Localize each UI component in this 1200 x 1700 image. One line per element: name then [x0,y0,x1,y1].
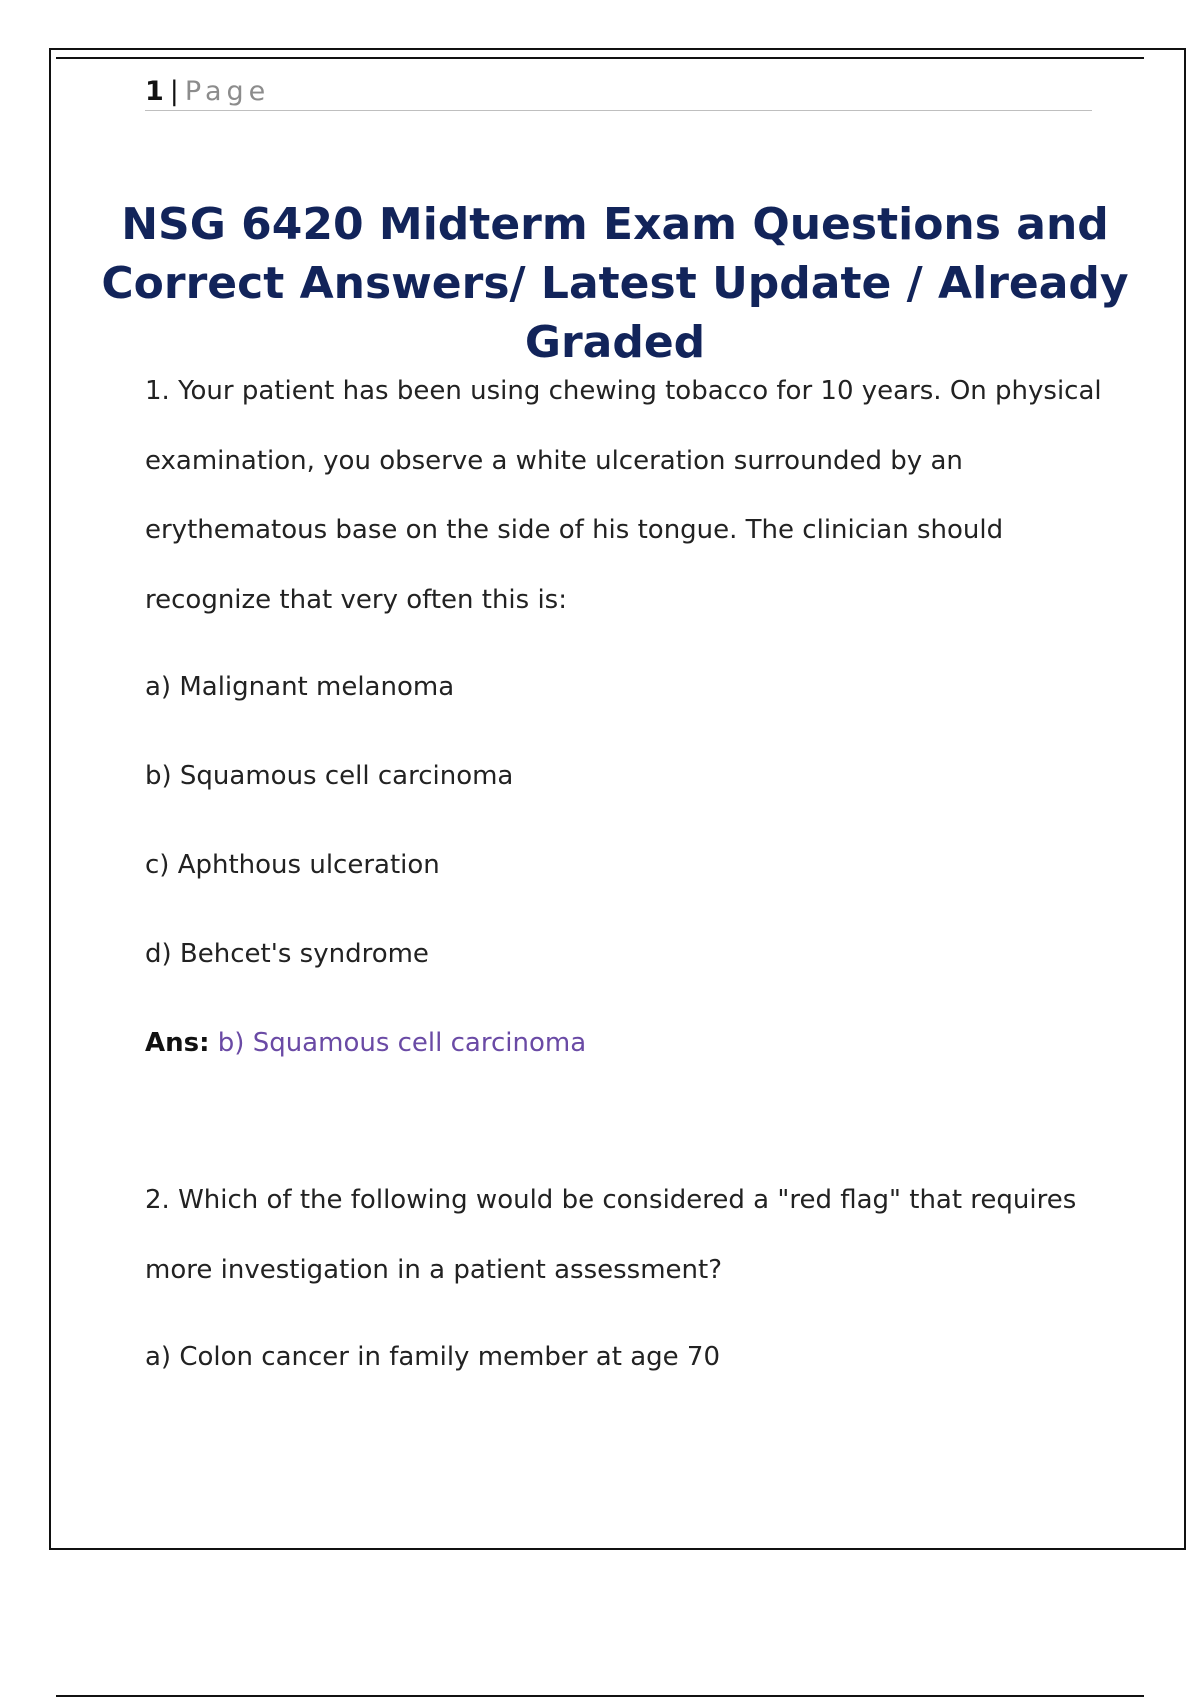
question-text: 2. Which of the following would be considered a "red flag" that requires more investigation in a patient assessment? [145,1185,1077,1285]
answer-label: Ans: [145,1028,210,1058]
option-text: c) Aphthous ulceration [145,850,440,880]
option-item [145,847,1105,883]
option-text: a) Colon cancer in family member at age 70 [145,1342,720,1372]
answer-value: b) Squamous cell carcinoma [217,1028,587,1058]
page-label: Page [184,76,271,107]
option-text: d) Behcet's syndrome [145,939,429,969]
question-2 [145,1166,1105,1305]
option-item [145,1339,1105,1375]
option-item [145,936,1105,972]
page-number: 1 [145,76,164,107]
option-item [145,758,1105,794]
page-separator: | [169,76,179,107]
page-header [145,74,1092,111]
document-title: NSG 6420 Midterm Exam Questions and Correct Answers/ Latest Update / Already Graded [101,199,1129,368]
question-1 [145,357,1105,635]
answer-line [145,1025,1105,1061]
next-page-rule [56,1695,1144,1697]
option-text: a) Malignant melanoma [145,672,455,702]
header-top-rule [56,57,1144,59]
option-text: b) Squamous cell carcinoma [145,761,514,791]
question-text: 1. Your patient has been using chewing tobacco for 10 years. On physical examination, you observe a white ulceration surrounded by an erythematous base on the side of his tongue. The clinician should recognize that very often this is: [145,376,1102,615]
option-item [145,669,1105,705]
